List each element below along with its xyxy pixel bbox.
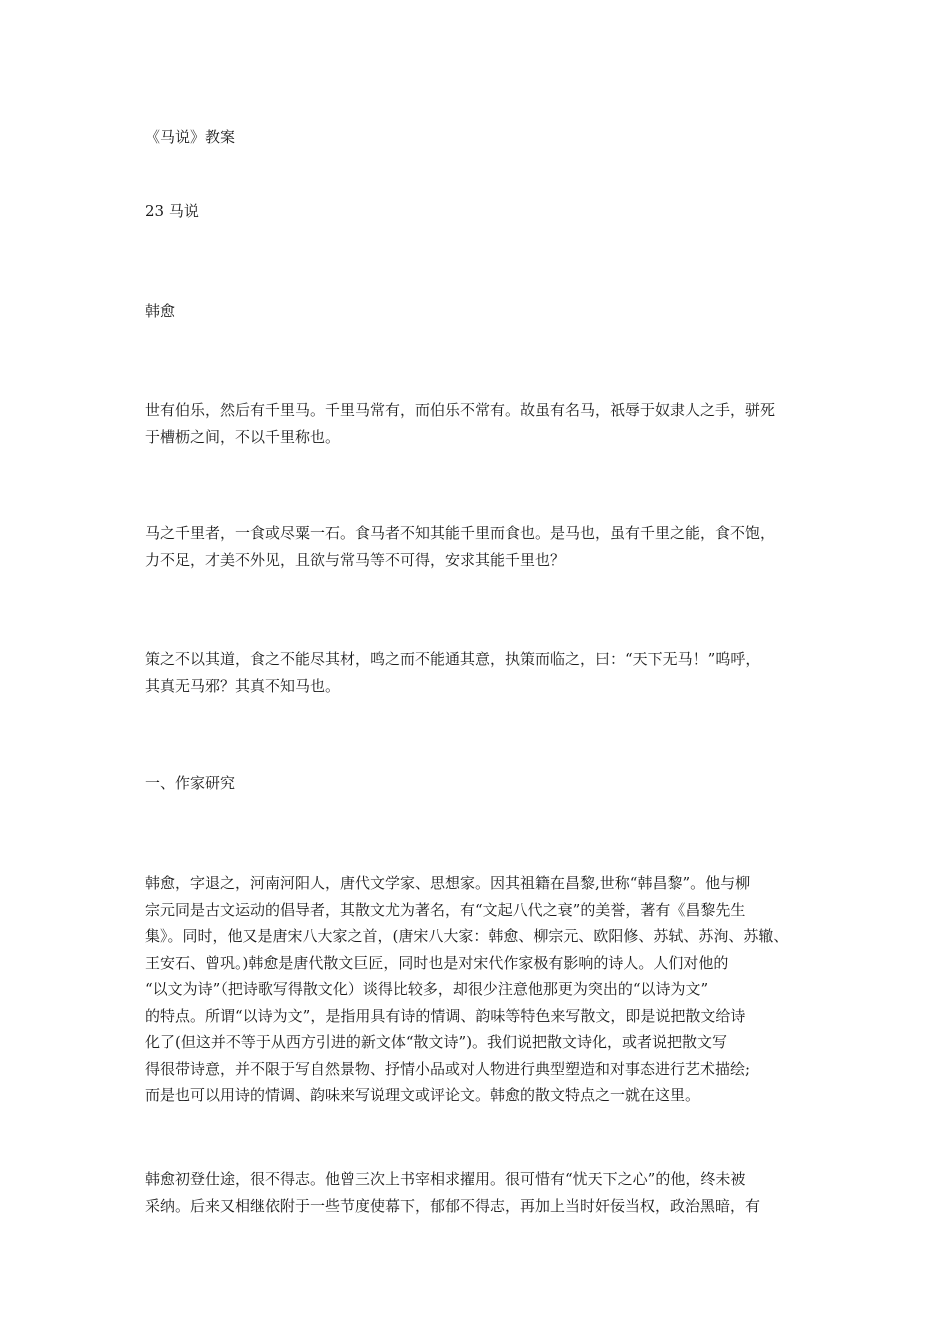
section-heading: 一、作家研究 xyxy=(145,774,236,792)
text-line: 王安石、曾巩。)韩愈是唐代散文巨匠，同时也是对宋代作家极有影响的诗人。人们对他的 xyxy=(145,953,729,972)
text-paragraph-3 xyxy=(145,646,807,699)
research-paragraph-2 xyxy=(145,1166,807,1219)
lesson-heading: 23 马说 xyxy=(145,202,199,220)
text-line: 化了(但这并不等于从西方引进的新文体“散文诗”)。我们说把散文诗化，或者说把散文写 xyxy=(145,1033,728,1051)
text-paragraph-1 xyxy=(145,397,807,450)
text-line: 其真无马邪？其真不知马也。 xyxy=(145,676,341,695)
text-line: 得很带诗意，并不限于写自然景物、抒情小品或对人物进行典型塑造和对事态进行艺术描绘; xyxy=(145,1059,751,1078)
text-line: 韩愈，字退之，河南河阳人，唐代文学家、思想家。因其祖籍在昌黎,世称“韩昌黎”。他与柳 xyxy=(145,874,751,892)
text-line: 宗元同是古文运动的倡导者，其散文尤为著名，有“文起八代之衰”的美誉，著有《昌黎先生 xyxy=(145,900,746,919)
text-line: 策之不以其道，食之不能尽其材，鸣之而不能通其意，执策而临之，曰：“天下无马！”呜呼， xyxy=(145,650,761,668)
text-paragraph-2 xyxy=(145,520,807,573)
text-line: “以文为诗”（把诗歌写得散文化）谈得比较多，却很少注意他那更为突出的“以诗为文” xyxy=(145,980,709,998)
text-line: 集》。同时，他又是唐宋八大家之首，(唐宋八大家：韩愈、柳宗元、欧阳修、苏轼、苏洵、苏辙、 xyxy=(145,927,789,945)
document-title: 《马说》教案 xyxy=(145,128,236,146)
text-line: 韩愈初登仕途，很不得志。他曾三次上书宰相求擢用。很可惜有“忧天下之心”的他，终未被 xyxy=(145,1170,746,1188)
author-name: 韩愈 xyxy=(145,302,176,320)
text-line: 力不足，才美不外见，且欲与常马等不可得，安求其能千里也？ xyxy=(145,550,566,569)
text-line: 马之千里者，一食或尽粟一石。食马者不知其能千里而食也。是马也，虽有千里之能，食不饱， xyxy=(145,524,776,542)
text-line: 采纳。后来又相继依附于一些节度使幕下，郁郁不得志，再加上当时奸佞当权，政治黑暗，有 xyxy=(145,1196,761,1215)
text-line: 于槽枥之间，不以千里称也。 xyxy=(145,427,341,446)
text-line: 而是也可以用诗的情调、韵味来写说理文或评论文。韩愈的散文特点之一就在这里。 xyxy=(145,1086,701,1104)
research-paragraph-1 xyxy=(145,870,807,1109)
text-line: 的特点。所谓“以诗为文”，是指用具有诗的情调、韵味等特色来写散文，即是说把散文给诗 xyxy=(145,1006,746,1025)
text-line: 世有伯乐，然后有千里马。千里马常有，而伯乐不常有。故虽有名马，祇辱于奴隶人之手，骈死 xyxy=(145,401,776,419)
